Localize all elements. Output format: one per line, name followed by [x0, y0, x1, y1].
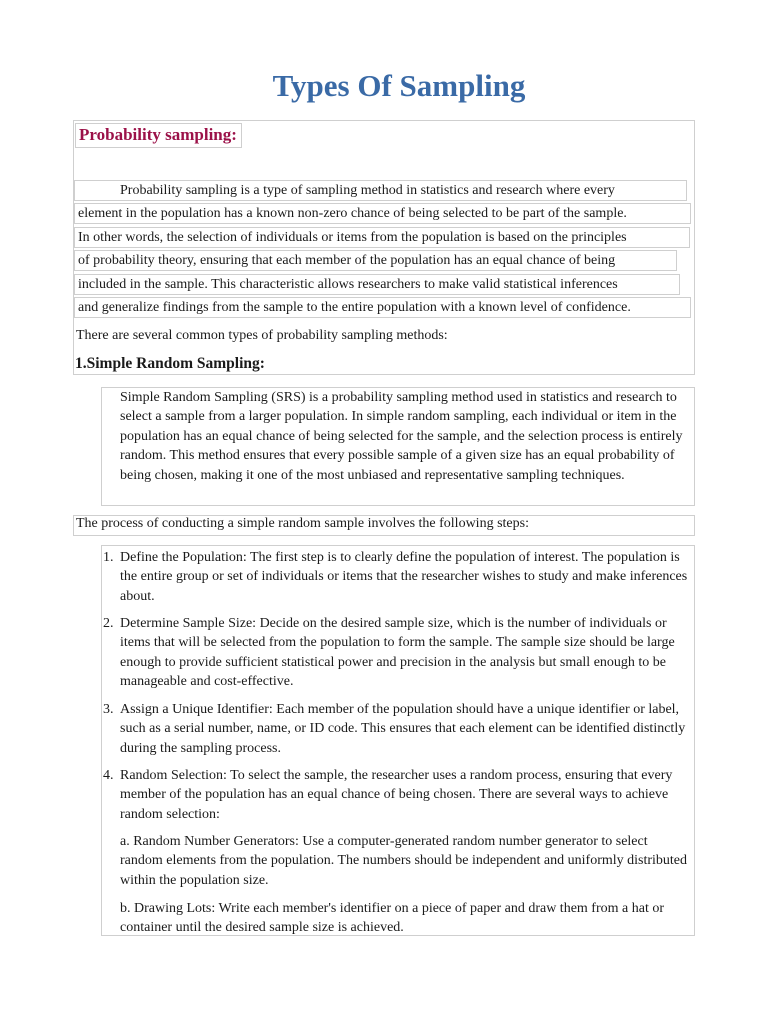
- srs-paragraph: Simple Random Sampling (SRS) is a probability sampling method used in statistics and research to select a sample from a larger population. In simple random sampling, each individual or item in the population has an equal chance of being selected for the sample, and the selection process is entirely random. This method ensures that every possible sample of a given size has an equal probability of being chosen, making it one of the most unbiased and representative sampling techniques.: [120, 390, 683, 483]
- step-number: 1.: [103, 550, 114, 565]
- step-text: Assign a Unique Identifier: Each member of the population should have a unique identifier or label, such as a serial number, name, or ID code. This ensures that each element can be identified distinctly during the sampling process.: [120, 702, 686, 756]
- step-number: 4.: [103, 768, 114, 783]
- probability-heading: Probability sampling:: [75, 123, 242, 148]
- methods-intro: There are several common types of probability sampling methods:: [76, 328, 448, 343]
- process-intro: The process of conducting a simple random sample involves the following steps:: [76, 516, 529, 531]
- sub-step-text: a. Random Number Generators: Use a computer-generated random number generator to select random elements from the population. The numbers should be independent and uniformly distributed within the population size.: [120, 834, 688, 888]
- srs-heading: 1.Simple Random Sampling:: [75, 355, 265, 372]
- paragraph-line: included in the sample. This characteristic allows researchers to make valid statistical inferences: [74, 274, 680, 295]
- step-number: 2.: [103, 616, 114, 631]
- page-title: Types Of Sampling: [272, 68, 526, 103]
- paragraph-line: of probability theory, ensuring that each member of the population has an equal chance of being: [74, 250, 677, 271]
- step-text: Determine Sample Size: Decide on the desired sample size, which is the number of individuals or items that will be selected from the population to form the sample. The sample size should be large enough to provide sufficient statistical power and precision in the analysis but small enough to be manageable and cost-effective.: [120, 616, 675, 690]
- paragraph-line: Probability sampling is a type of sampling method in statistics and research where every: [74, 180, 687, 201]
- step-text: Define the Population: The first step is to clearly define the population of interest. The population is the entire group or set of individuals or items that the researcher wishes to study and make inferences about.: [120, 550, 688, 604]
- paragraph-line: and generalize findings from the sample to the entire population with a known level of confidence.: [74, 297, 691, 318]
- step-text: Random Selection: To select the sample, the researcher uses a random process, ensuring that every member of the population has an equal chance of being chosen. There are several ways to achieve random selection:: [120, 768, 673, 822]
- paragraph-line: element in the population has a known non-zero chance of being selected to be part of the sample.: [74, 203, 691, 224]
- sub-step-text: b. Drawing Lots: Write each member's identifier on a piece of paper and draw them from a hat or container until the desired sample size is achieved.: [120, 901, 664, 936]
- paragraph-line: In other words, the selection of individuals or items from the population is based on the principles: [74, 227, 690, 248]
- step-number: 3.: [103, 702, 114, 717]
